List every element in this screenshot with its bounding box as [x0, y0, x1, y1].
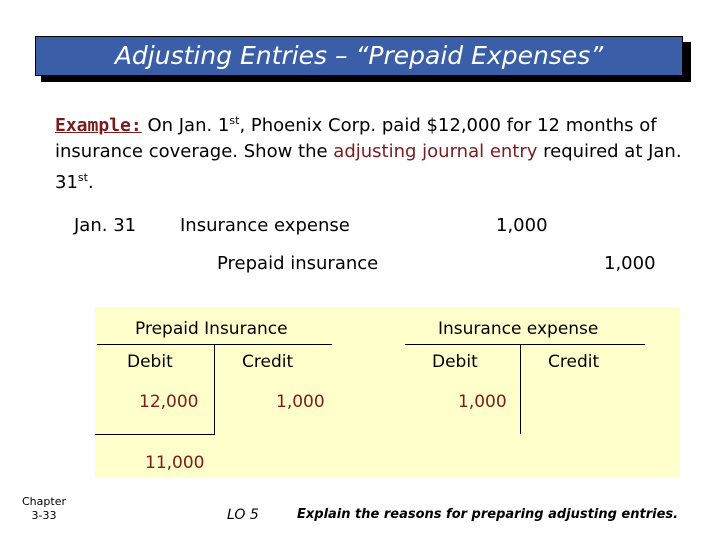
slide-title: Adjusting Entries – “Prepaid Expenses”	[114, 41, 604, 70]
example-text-2: , Phoenix Corp. paid $12,000 for 12 months of insurance coverage. Show the	[55, 115, 657, 162]
prepaid-credit-label: Credit	[242, 352, 294, 372]
learning-objective: LO 5	[227, 507, 259, 523]
prepaid-t-title: Prepaid Insurance	[135, 319, 288, 339]
journal-credit-amount: 1,000	[604, 253, 656, 274]
prepaid-t-center-line	[214, 344, 215, 434]
prepaid-balance-value: 11,000	[145, 453, 205, 473]
expense-t-center-line	[520, 344, 521, 434]
expense-debit-label: Debit	[432, 352, 478, 372]
example-text-4: .	[87, 172, 94, 193]
example-highlight: adjusting journal entry	[333, 141, 538, 162]
expense-debit-value: 1,000	[458, 392, 507, 412]
example-sup-2: st	[77, 171, 88, 184]
chapter-number: 3-33	[31, 509, 57, 522]
expense-t-title: Insurance expense	[438, 319, 599, 339]
chapter-label	[18, 495, 70, 523]
prepaid-balance-line	[95, 434, 215, 435]
example-label: Example:	[55, 115, 142, 136]
example-text-1: On Jan. 1	[147, 115, 230, 136]
expense-t-top-line	[405, 344, 645, 345]
prepaid-credit-value: 1,000	[276, 392, 325, 412]
journal-credit-account: Prepaid insurance	[217, 253, 379, 274]
example-text-3: required at Jan. 31	[55, 141, 682, 193]
prepaid-debit-value: 12,000	[139, 392, 199, 412]
t-account-panel	[95, 307, 680, 477]
example-sup-1: st	[229, 114, 240, 127]
journal-date: Jan. 31	[74, 215, 137, 236]
journal-debit-amount: 1,000	[496, 215, 548, 236]
example-paragraph	[55, 108, 695, 196]
expense-credit-label: Credit	[548, 352, 600, 372]
learning-objective-text: Explain the reasons for preparing adjusting entries.	[297, 507, 679, 522]
prepaid-debit-label: Debit	[127, 352, 173, 372]
chapter-word: Chapter	[22, 495, 66, 508]
journal-debit-account: Insurance expense	[180, 215, 350, 236]
